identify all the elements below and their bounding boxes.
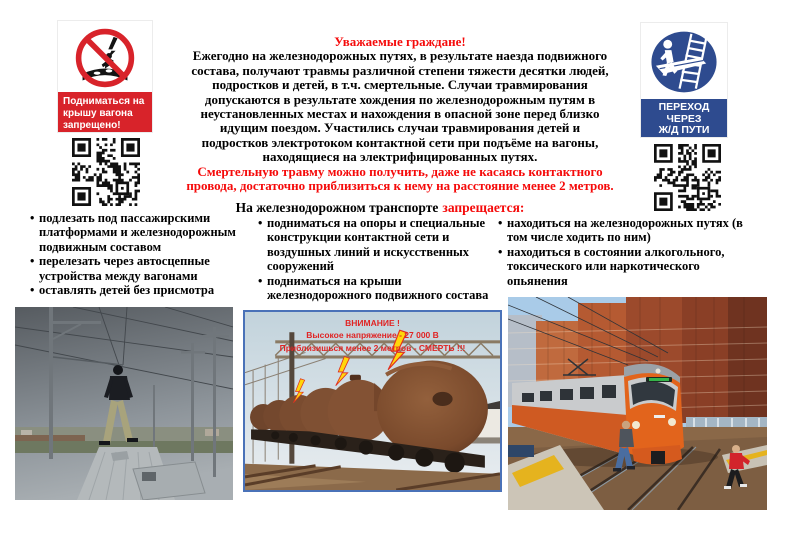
crossing-banner-line-2: ЧЕРЕЗ	[666, 112, 702, 125]
intro-title: Уважаемые граждане!	[334, 34, 466, 49]
prohibitions-column-2	[258, 216, 496, 302]
intro-warning-line-2: провода, достаточно приблизиться к нему на расстояние менее 2 метров.	[186, 178, 614, 194]
prohibition-item: • находиться в состоянии алкогольного, токсического или наркотического опьянения	[498, 245, 752, 288]
photo-emu-train-crossing	[508, 297, 767, 510]
crossing-banner-line-3: Ж/Д ПУТИ	[658, 124, 710, 137]
photo-tank-wagons	[243, 310, 502, 492]
prohibitions-heading-red: запрещается:	[442, 200, 525, 215]
qr-code-graphic	[654, 142, 721, 213]
high-voltage-warning-overlay	[245, 317, 500, 354]
prohibition-item: • оставлять детей без присмотра	[30, 283, 238, 297]
pedestrian-railway-crossing-icon	[641, 25, 727, 101]
intro-warning	[172, 165, 628, 194]
prohibitions-heading-black: На железнодорожном транспорте	[235, 200, 439, 215]
train-surfer-illustration	[15, 307, 233, 500]
warning-line-3: Приблизишься менее 2 метров - СМЕРТЬ !!!	[279, 342, 466, 353]
crossing-banner	[641, 99, 727, 137]
qr-code-graphic	[72, 138, 140, 206]
qr-code-right	[654, 142, 721, 213]
intro-warning-line-1: Смертельную травму можно получить, даже не касаясь контактного	[197, 163, 603, 179]
crossing-sign-card	[640, 22, 728, 138]
warning-line-1: ВНИМАНИЕ !	[345, 318, 400, 328]
prohibitions-column-3	[498, 216, 752, 288]
prohibition-item: • подлезать под пассажирскими платформами и железнодорожным подвижным составом	[30, 211, 238, 254]
prohibition-item: • перелезать через автосцепные устройства между вагонами	[30, 254, 238, 283]
qr-code-left	[72, 138, 140, 206]
prohibitions-column-1	[30, 211, 238, 297]
emu-train-illustration	[508, 297, 767, 510]
prohibition-item: • подниматься на крыши железнодорожного подвижного состава	[258, 274, 496, 303]
intro-text-block	[188, 35, 612, 193]
no-climbing-sign-card	[57, 20, 153, 133]
warning-line-2: Высокое напряжение - 27 000 В	[306, 330, 439, 341]
crossing-banner-line-1: ПЕРЕХОД	[658, 101, 710, 113]
prohibition-item: • подниматься на опоры и специальные конструкции контактной сети и воздушных линий и искусственных сооружений	[258, 216, 496, 274]
intro-body: Ежегодно на железнодорожных путях, в результате наезда подвижного состава, получают травмы различной степени тяжести десятки людей, подростков и детей, в т.ч. смертельные. Случаи травмирования допускаются в результате хождения по железнодорожным путям в неустановленных местах и нахождения в опасной зоне перед близко идущим поездом. Участились случаи травмирования детей и подростков электротоком контактной сети при подъёме на вагоны, находящиеся на электрифицированных путях.	[191, 48, 609, 165]
photo-train-surfer	[15, 307, 233, 500]
no-climbing-pictogram	[72, 23, 138, 93]
crossing-pictogram	[642, 25, 726, 99]
electrocution-prohibition-icon	[58, 23, 152, 95]
prohibition-item: • находиться на железнодорожных путях (в том числе ходить по ним)	[498, 216, 752, 245]
no-climbing-banner: Подниматься на крышу вагона запрещено!	[58, 92, 152, 132]
